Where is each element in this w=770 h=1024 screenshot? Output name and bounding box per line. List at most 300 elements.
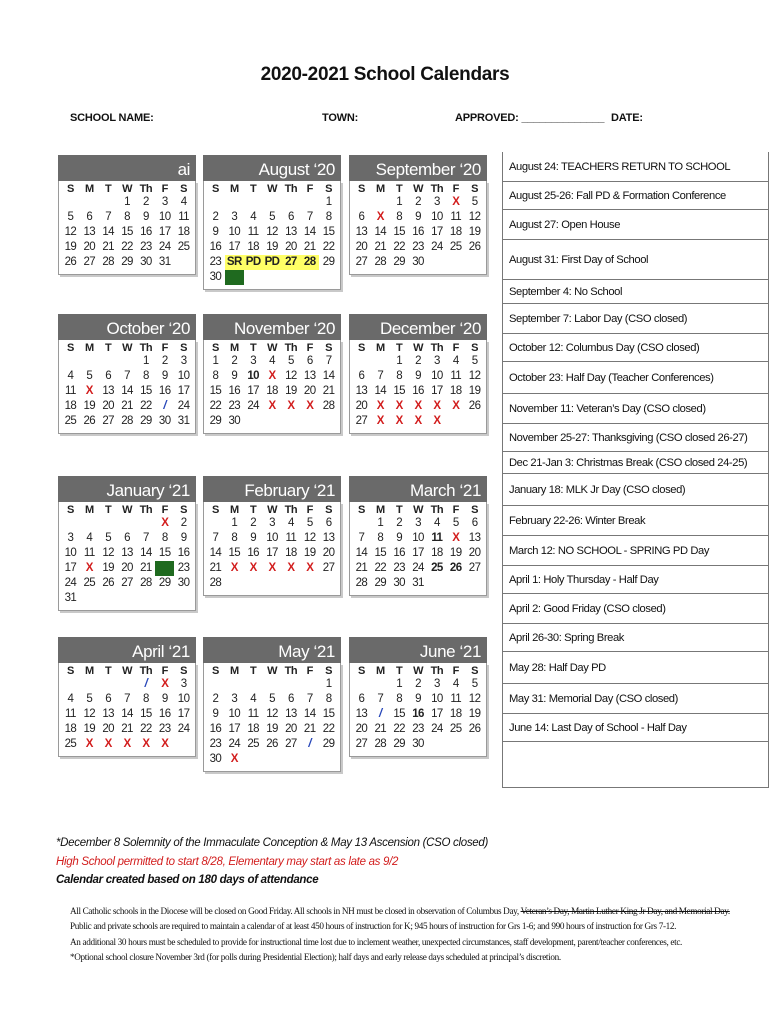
month-title: March ‘21	[349, 476, 487, 502]
day-cell	[281, 576, 300, 591]
town-label: TOWN:	[322, 112, 359, 124]
day-cell	[319, 414, 338, 429]
day-cell: 2	[142, 196, 149, 208]
day-cell: 21	[121, 400, 133, 412]
day-cell: 2	[180, 517, 187, 529]
day-cell	[136, 591, 155, 606]
footer-line-1b: Veteran’s Day, Martin Luther King Jr Day, and Memorial Day.	[520, 906, 730, 916]
day-cell: 1	[377, 517, 384, 529]
day-cell: 5	[269, 211, 275, 223]
day-cell: 9	[396, 532, 403, 544]
day-cell: 15	[393, 708, 405, 720]
weekday-label: S	[358, 665, 365, 677]
weekday-label: S	[212, 342, 219, 354]
day-cell	[263, 414, 282, 429]
day-cell: 9	[250, 532, 257, 544]
day-cell: 27	[355, 738, 368, 750]
day-cell: 13	[102, 385, 114, 397]
day-cell: PD	[263, 255, 282, 270]
day-cell: 14	[209, 547, 222, 559]
day-cell: 16	[412, 226, 424, 238]
day-cell: 10	[431, 370, 443, 382]
day-cell: X	[268, 562, 276, 574]
day-cell: /	[378, 708, 382, 720]
weekday-label: T	[250, 183, 257, 195]
week-row	[352, 384, 484, 399]
weekday-header	[206, 342, 338, 354]
day-cell: 14	[121, 385, 133, 397]
day-cell: 8	[212, 370, 219, 382]
day-cell: 30	[209, 753, 222, 765]
day-cell: 4	[67, 693, 74, 705]
month-days	[203, 181, 341, 290]
day-cell: 12	[468, 211, 481, 223]
day-cell	[244, 576, 263, 591]
day-cell: 5	[471, 355, 478, 367]
day-cell	[61, 195, 80, 210]
week-row	[61, 225, 193, 240]
day-cell: 26	[449, 562, 462, 574]
event-item: April 1: Holy Thursday - Half Day	[503, 566, 768, 594]
day-cell: /	[308, 738, 312, 750]
day-cell: 3	[433, 678, 440, 690]
weekday-label: F	[452, 665, 459, 677]
day-cell: 27	[322, 562, 335, 574]
week-row	[352, 576, 484, 591]
month-7	[203, 476, 341, 596]
day-cell	[225, 677, 244, 692]
day-cell: 27	[468, 562, 481, 574]
day-cell: X	[414, 400, 422, 412]
weekday-label: S	[180, 504, 187, 516]
day-cell: X	[230, 562, 238, 574]
day-cell: 22	[322, 241, 335, 253]
weekday-label: M	[84, 504, 94, 516]
day-cell: X	[85, 562, 93, 574]
day-cell: 22	[374, 562, 387, 574]
day-cell: 10	[431, 211, 443, 223]
day-cell: 24	[177, 723, 190, 735]
day-cell: 23	[412, 241, 424, 253]
weekday-label: F	[161, 665, 168, 677]
day-cell: 15	[228, 547, 241, 559]
weekday-header	[61, 183, 193, 195]
day-cell: X	[395, 400, 403, 412]
month-title: February ‘21	[203, 476, 341, 502]
approved-label: APPROVED: ______________	[455, 112, 605, 124]
day-cell: 14	[374, 385, 387, 397]
week-row	[206, 270, 338, 285]
day-cell: X	[433, 415, 441, 427]
day-cell: 27	[281, 255, 300, 270]
day-cell: 16	[177, 547, 190, 559]
week-row	[206, 531, 338, 546]
day-cell: 29	[140, 415, 152, 427]
day-cell: 20	[468, 547, 481, 559]
day-cell: 21	[303, 723, 316, 735]
month-days	[349, 340, 487, 434]
day-cell: 11	[65, 708, 76, 720]
week-row	[352, 707, 484, 722]
weekday-header	[206, 183, 338, 195]
day-cell: 8	[142, 693, 149, 705]
weekday-label: F	[161, 342, 168, 354]
day-cell: 22	[140, 723, 152, 735]
day-cell: 10	[266, 532, 278, 544]
weekday-label: W	[413, 665, 423, 677]
day-cell: 22	[209, 400, 222, 412]
day-cell: 5	[86, 370, 93, 382]
day-cell: 2	[415, 196, 421, 208]
day-cell: 25	[431, 562, 443, 574]
month-title: November ‘20	[203, 314, 341, 340]
day-cell: 26	[102, 577, 114, 589]
day-cell: 8	[142, 370, 149, 382]
day-cell: 3	[415, 517, 421, 529]
week-row	[206, 240, 338, 255]
month-9	[58, 637, 196, 757]
day-cell: 3	[250, 355, 257, 367]
day-cell: 13	[355, 385, 368, 397]
week-row	[206, 399, 338, 414]
day-cell: 29	[393, 738, 405, 750]
day-cell: 12	[64, 226, 77, 238]
day-cell	[371, 195, 390, 210]
day-cell: 3	[433, 355, 440, 367]
day-cell: 16	[247, 547, 259, 559]
day-cell: 29	[209, 415, 222, 427]
day-cell: 15	[121, 226, 133, 238]
week-row	[61, 195, 193, 210]
day-cell: 11	[247, 226, 259, 238]
day-cell: 25	[449, 723, 462, 735]
month-days	[58, 502, 196, 611]
week-row	[352, 531, 484, 546]
month-title: October ‘20	[58, 314, 196, 340]
day-cell: 25	[449, 241, 462, 253]
day-cell: 23	[140, 241, 152, 253]
day-cell: 18	[247, 241, 259, 253]
day-cell: 23	[412, 723, 424, 735]
day-cell: 3	[231, 693, 238, 705]
day-cell: 20	[285, 241, 297, 253]
day-cell	[263, 752, 282, 767]
weekday-label: M	[84, 183, 94, 195]
weekday-label: M	[229, 342, 239, 354]
day-cell: 27	[121, 577, 133, 589]
day-cell: 9	[212, 708, 219, 720]
day-cell: 6	[287, 211, 294, 223]
day-cell	[244, 195, 263, 210]
weekday-label: T	[250, 342, 257, 354]
weekday-label: W	[413, 183, 423, 195]
day-cell: 19	[449, 547, 462, 559]
day-cell: 5	[471, 678, 478, 690]
day-cell: 30	[209, 271, 222, 283]
month-1	[203, 155, 341, 290]
day-cell: 28	[374, 738, 387, 750]
event-item: May 31: Memorial Day (CSO closed)	[503, 684, 768, 714]
day-cell	[263, 195, 282, 210]
day-cell: 10	[431, 693, 443, 705]
day-cell: 22	[121, 241, 133, 253]
day-cell: 9	[212, 226, 219, 238]
day-cell	[61, 677, 80, 692]
page-title: 2020-2021 School Calendars	[260, 64, 510, 85]
month-10	[203, 637, 341, 772]
weekday-label: M	[84, 665, 94, 677]
day-cell: 21	[121, 723, 133, 735]
day-cell: 20	[355, 723, 368, 735]
day-cell: 23	[209, 738, 222, 750]
day-cell: 21	[322, 385, 335, 397]
day-cell: 3	[180, 355, 187, 367]
day-cell: 6	[306, 355, 313, 367]
day-cell: 22	[322, 723, 335, 735]
day-cell: 28	[209, 577, 222, 589]
day-cell: 13	[468, 532, 481, 544]
month-days	[203, 663, 341, 772]
day-cell: 1	[325, 196, 332, 208]
day-cell: 9	[415, 693, 421, 705]
weekday-label: S	[67, 342, 74, 354]
day-cell	[118, 591, 137, 606]
day-cell: 7	[358, 532, 365, 544]
day-cell: X	[395, 415, 403, 427]
day-cell: 14	[322, 370, 335, 382]
weekday-label: F	[452, 504, 459, 516]
day-cell: X	[306, 562, 314, 574]
day-cell: 11	[450, 693, 462, 705]
week-row	[61, 369, 193, 384]
day-cell: 17	[431, 385, 443, 397]
school-name-label: SCHOOL NAME:	[70, 112, 154, 124]
day-cell	[427, 255, 446, 270]
weekday-label: W	[122, 665, 132, 677]
weekday-label: W	[267, 342, 277, 354]
weekday-label: T	[396, 183, 403, 195]
day-cell: 15	[158, 547, 171, 559]
day-cell: 19	[468, 226, 481, 238]
event-item	[503, 742, 768, 788]
week-row	[352, 354, 484, 369]
day-cell: 27	[285, 738, 297, 750]
week-row	[61, 399, 193, 414]
day-cell: X	[161, 738, 169, 750]
footer-line-4: *Optional school closure November 3rd (for polls during Presidential Election); half days and early release days scheduled at principal’s discretion.	[70, 952, 561, 962]
day-cell: 24	[228, 738, 241, 750]
day-cell: 6	[287, 693, 294, 705]
day-cell	[465, 414, 484, 429]
weekday-label: F	[306, 183, 313, 195]
week-row	[206, 707, 338, 722]
day-cell: 4	[86, 532, 93, 544]
day-cell	[206, 516, 225, 531]
day-cell	[300, 414, 319, 429]
day-cell: 20	[355, 241, 368, 253]
weekday-label: Th	[430, 183, 444, 195]
day-cell	[118, 677, 137, 692]
month-11	[349, 637, 487, 757]
weekday-label: M	[375, 665, 385, 677]
day-cell: 13	[285, 226, 297, 238]
day-cell: 13	[355, 708, 368, 720]
month-title: ai	[58, 155, 196, 181]
weekday-label: Th	[284, 504, 298, 516]
day-cell: 6	[471, 517, 478, 529]
day-cell: 27	[83, 256, 96, 268]
event-item: Dec 21-Jan 3: Christmas Break (CSO closed 24-25)	[503, 452, 768, 474]
day-cell: 5	[471, 196, 478, 208]
day-cell: 18	[449, 226, 462, 238]
day-cell	[99, 591, 118, 606]
day-cell	[281, 270, 300, 285]
weekday-label: Th	[139, 183, 153, 195]
weekday-label: T	[250, 504, 257, 516]
day-cell: 18	[449, 708, 462, 720]
day-cell	[244, 414, 263, 429]
day-cell: 20	[303, 385, 316, 397]
day-cell: 9	[415, 211, 421, 223]
day-cell: 17	[228, 241, 241, 253]
day-cell: 4	[269, 355, 275, 367]
month-title: December ‘20	[349, 314, 487, 340]
day-cell: 18	[285, 547, 297, 559]
day-cell: 5	[67, 211, 74, 223]
day-cell: /	[144, 678, 148, 690]
day-cell: X	[123, 738, 131, 750]
day-cell: X	[85, 385, 93, 397]
day-cell: 7	[306, 693, 313, 705]
day-cell: 29	[322, 738, 335, 750]
day-cell: 30	[140, 256, 152, 268]
day-cell: 25	[83, 577, 96, 589]
day-cell	[118, 354, 137, 369]
day-cell	[446, 414, 465, 429]
day-cell: 24	[247, 400, 259, 412]
weekday-label: M	[84, 342, 94, 354]
day-cell: 19	[102, 562, 114, 574]
day-cell: 4	[452, 678, 459, 690]
day-cell: 17	[177, 708, 190, 720]
day-cell: 3	[67, 532, 74, 544]
day-cell: 8	[325, 211, 332, 223]
month-5	[349, 314, 487, 434]
weekday-label: F	[306, 665, 313, 677]
day-cell: 30	[228, 415, 241, 427]
day-cell: 26	[64, 256, 77, 268]
day-cell: 13	[285, 708, 297, 720]
day-cell: 24	[177, 400, 190, 412]
weekday-label: T	[396, 342, 403, 354]
weekday-label: S	[358, 342, 365, 354]
day-cell: 7	[105, 211, 112, 223]
month-title: August ‘20	[203, 155, 341, 181]
week-row	[61, 737, 193, 752]
day-cell: 7	[124, 693, 130, 705]
week-row	[352, 369, 484, 384]
week-row	[352, 737, 484, 752]
day-cell: 19	[83, 723, 96, 735]
weekday-label: M	[229, 183, 239, 195]
weekday-header	[352, 504, 484, 516]
day-cell: 4	[433, 517, 440, 529]
weekday-label: F	[161, 504, 168, 516]
day-cell: 17	[266, 547, 278, 559]
day-cell: 25	[64, 738, 77, 750]
day-cell: 2	[250, 517, 257, 529]
day-cell: 11	[178, 211, 189, 223]
day-cell: 30	[177, 577, 190, 589]
day-cell: 26	[83, 415, 96, 427]
day-cell: 13	[121, 547, 133, 559]
day-cell: 12	[468, 370, 481, 382]
day-cell	[99, 516, 118, 531]
event-item: June 14: Last Day of School - Half Day	[503, 714, 768, 742]
day-cell: 10	[177, 370, 190, 382]
month-days	[349, 502, 487, 596]
week-row	[206, 210, 338, 225]
month-days	[58, 340, 196, 434]
day-cell	[465, 737, 484, 752]
month-title: June ‘21	[349, 637, 487, 663]
day-cell: 22	[393, 723, 405, 735]
month-0	[58, 155, 196, 275]
week-row	[61, 707, 193, 722]
day-cell: 25	[247, 738, 259, 750]
day-cell: X	[452, 532, 460, 544]
month-days	[349, 181, 487, 275]
day-cell: 14	[303, 708, 316, 720]
day-cell: 29	[374, 577, 387, 589]
weekday-label: Th	[139, 504, 153, 516]
day-cell	[427, 737, 446, 752]
day-cell: 16	[412, 385, 424, 397]
day-cell: X	[414, 415, 422, 427]
weekday-label: W	[122, 342, 132, 354]
day-cell: 12	[266, 226, 278, 238]
day-cell: 14	[140, 547, 152, 559]
event-item: May 28: Half Day PD	[503, 652, 768, 684]
day-cell	[99, 677, 118, 692]
weekday-label: S	[180, 342, 187, 354]
month-8	[349, 476, 487, 596]
day-cell: 14	[355, 547, 368, 559]
weekday-label: S	[471, 342, 478, 354]
weekday-header	[61, 504, 193, 516]
day-cell: 17	[64, 562, 77, 574]
month-3	[58, 314, 196, 434]
day-cell	[174, 737, 193, 752]
day-cell	[465, 576, 484, 591]
event-item: April 26-30: Spring Break	[503, 624, 768, 652]
event-item: August 24: TEACHERS RETURN TO SCHOOL	[503, 152, 768, 182]
day-cell: 19	[266, 241, 278, 253]
day-cell: 16	[209, 723, 222, 735]
day-cell: 1	[142, 355, 149, 367]
day-cell: 25	[177, 241, 190, 253]
day-cell	[352, 195, 371, 210]
day-cell: X	[268, 370, 276, 382]
day-cell: 1	[212, 355, 219, 367]
day-cell: 28	[300, 255, 319, 270]
day-cell: 13	[322, 532, 335, 544]
day-cell: 6	[86, 211, 93, 223]
weekday-label: F	[161, 183, 168, 195]
day-cell: 1	[396, 355, 403, 367]
day-cell	[263, 576, 282, 591]
weekday-label: Th	[430, 504, 444, 516]
